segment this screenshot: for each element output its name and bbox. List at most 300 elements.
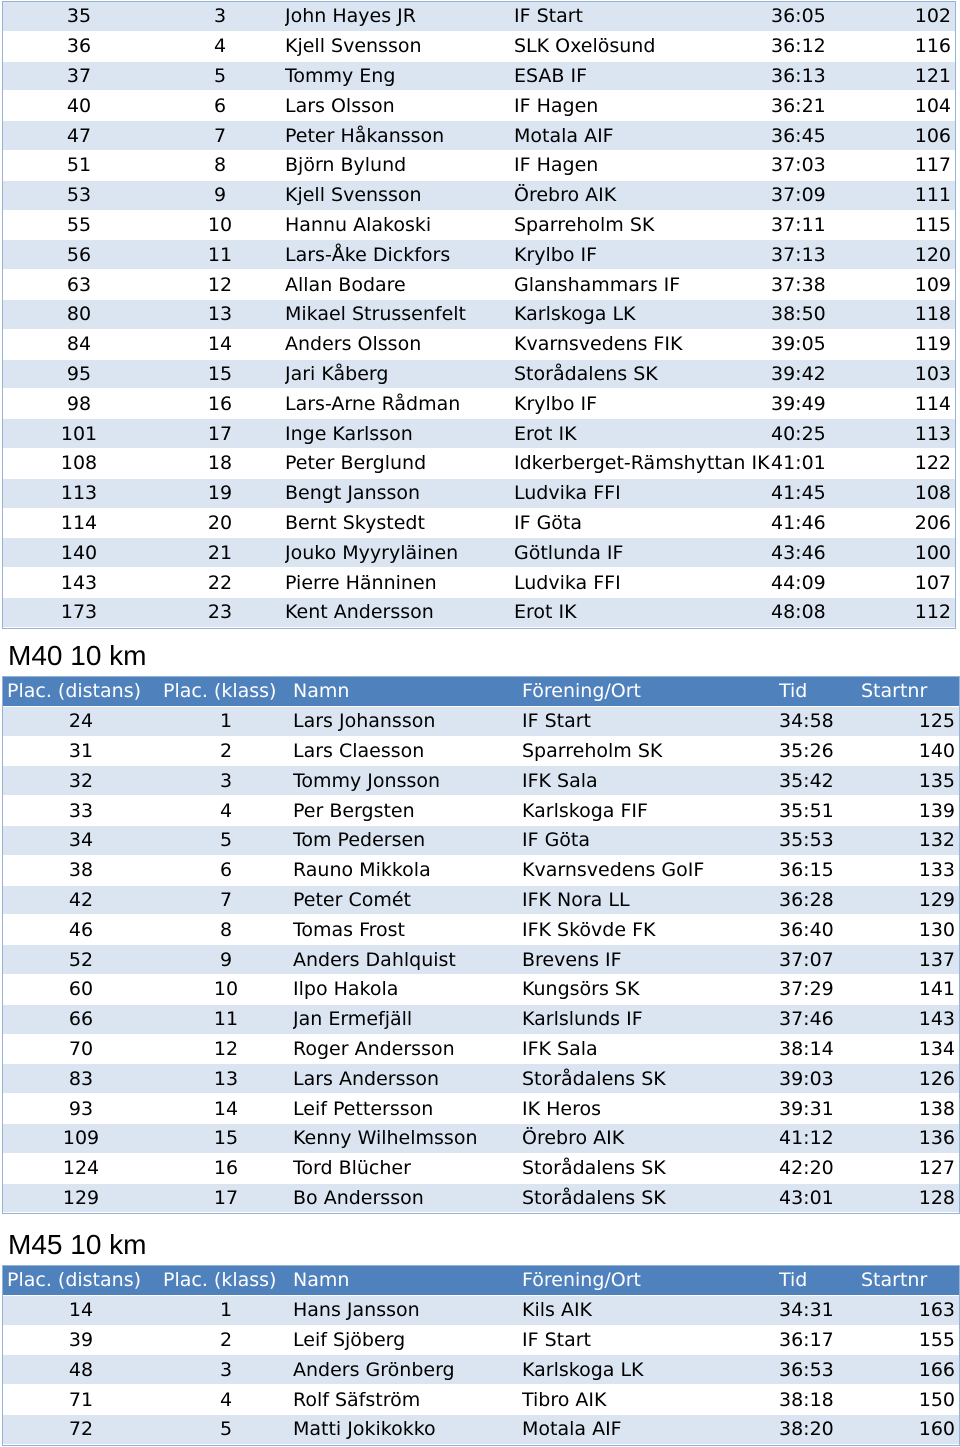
cell-plac-distans: 95 — [3, 359, 155, 389]
cell-startnr: 136 — [861, 1123, 959, 1153]
cell-plac-distans: 114 — [3, 508, 155, 538]
table-row — [3, 538, 955, 568]
cell-plac-klass: 4 — [155, 31, 285, 61]
cell-forening: Glanshammars IF — [514, 270, 771, 300]
table-row — [3, 1064, 959, 1094]
table-row — [3, 1295, 959, 1325]
cell-startnr: 122 — [853, 448, 955, 478]
header-plac-klass: Plac. (klass) — [159, 677, 293, 706]
cell-plac-distans: 80 — [3, 299, 155, 329]
cell-forening: Tibro AIK — [522, 1385, 779, 1415]
cell-startnr: 115 — [853, 210, 955, 240]
header-forening: Förening/Ort — [522, 1266, 779, 1295]
header-plac-distans: Plac. (distans) — [3, 1266, 159, 1295]
cell-namn: Bengt Jansson — [285, 478, 514, 508]
cell-tid: 37:13 — [771, 240, 853, 270]
cell-plac-klass: 14 — [155, 329, 285, 359]
cell-tid: 36:21 — [771, 91, 853, 121]
cell-startnr: 206 — [853, 508, 955, 538]
cell-tid: 39:31 — [779, 1094, 861, 1124]
cell-namn: Ilpo Hakola — [293, 974, 522, 1004]
cell-forening: ESAB IF — [514, 61, 771, 91]
cell-tid: 35:42 — [779, 766, 861, 796]
table-row — [3, 766, 959, 796]
cell-startnr: 113 — [853, 419, 955, 449]
cell-tid: 42:20 — [779, 1153, 861, 1183]
cell-startnr: 102 — [853, 2, 955, 31]
cell-plac-klass: 1 — [159, 706, 293, 736]
cell-plac-klass: 22 — [155, 568, 285, 598]
table-row — [3, 240, 955, 270]
cell-forening: Sparreholm SK — [514, 210, 771, 240]
cell-plac-distans: 31 — [3, 736, 159, 766]
cell-forening: IF Göta — [522, 825, 779, 855]
cell-startnr: 155 — [861, 1325, 959, 1355]
cell-startnr: 127 — [861, 1153, 959, 1183]
cell-forening: Sparreholm SK — [522, 736, 779, 766]
cell-startnr: 119 — [853, 329, 955, 359]
cell-startnr: 107 — [853, 568, 955, 598]
cell-plac-distans: 36 — [3, 31, 155, 61]
cell-namn: Bernt Skystedt — [285, 508, 514, 538]
cell-plac-distans: 55 — [3, 210, 155, 240]
cell-startnr: 140 — [861, 736, 959, 766]
cell-tid: 38:14 — [779, 1034, 861, 1064]
table-header — [3, 677, 959, 706]
cell-plac-distans: 47 — [3, 121, 155, 151]
cell-plac-distans: 129 — [3, 1183, 159, 1213]
cell-tid: 36:28 — [779, 885, 861, 915]
cell-forening: IF Start — [522, 1325, 779, 1355]
cell-tid: 35:53 — [779, 825, 861, 855]
cell-forening: IF Göta — [514, 508, 771, 538]
table-row — [3, 597, 955, 627]
cell-plac-klass: 6 — [159, 855, 293, 885]
table-row — [3, 1004, 959, 1034]
cell-forening: Kvarnsvedens FIK — [514, 329, 771, 359]
cell-namn: Kjell Svensson — [285, 31, 514, 61]
table-row — [3, 299, 955, 329]
table-row — [3, 945, 959, 975]
cell-namn: Lars Olsson — [285, 91, 514, 121]
cell-namn: Lars-Arne Rådman — [285, 389, 514, 419]
table-row — [3, 1153, 959, 1183]
cell-startnr: 118 — [853, 299, 955, 329]
table-row — [3, 1355, 959, 1385]
table-row — [3, 478, 955, 508]
cell-plac-klass: 2 — [159, 1325, 293, 1355]
cell-forening: IF Hagen — [514, 150, 771, 180]
header-tid: Tid — [779, 1266, 861, 1295]
cell-tid: 36:53 — [779, 1355, 861, 1385]
table-row — [3, 91, 955, 121]
cell-plac-klass: 17 — [159, 1183, 293, 1213]
table-row — [3, 180, 955, 210]
cell-forening: IFK Sala — [522, 766, 779, 796]
cell-namn: Roger Andersson — [293, 1034, 522, 1064]
cell-startnr: 135 — [861, 766, 959, 796]
cell-startnr: 108 — [853, 478, 955, 508]
cell-forening: Storådalens SK — [522, 1064, 779, 1094]
table-row — [3, 270, 955, 300]
header-forening: Förening/Ort — [522, 677, 779, 706]
cell-namn: Anders Grönberg — [293, 1355, 522, 1385]
cell-startnr: 121 — [853, 61, 955, 91]
cell-plac-klass: 10 — [159, 974, 293, 1004]
table-row — [3, 974, 959, 1004]
table-row — [3, 389, 955, 419]
table-row — [3, 2, 955, 31]
cell-plac-distans: 113 — [3, 478, 155, 508]
cell-startnr: 117 — [853, 150, 955, 180]
cell-namn: Kent Andersson — [285, 597, 514, 627]
section-title-m45: M45 10 km — [8, 1229, 147, 1260]
cell-startnr: 129 — [861, 885, 959, 915]
cell-tid: 37:03 — [771, 150, 853, 180]
header-startnr: Startnr — [861, 677, 959, 706]
cell-tid: 34:58 — [779, 706, 861, 736]
cell-forening: Storådalens SK — [522, 1183, 779, 1213]
cell-forening: Örebro AIK — [514, 180, 771, 210]
cell-plac-distans: 39 — [3, 1325, 159, 1355]
cell-plac-klass: 19 — [155, 478, 285, 508]
cell-tid: 41:45 — [771, 478, 853, 508]
cell-plac-distans: 70 — [3, 1034, 159, 1064]
cell-plac-distans: 72 — [3, 1414, 159, 1444]
cell-plac-distans: 34 — [3, 825, 159, 855]
cell-plac-distans: 32 — [3, 766, 159, 796]
cell-tid: 34:31 — [779, 1295, 861, 1325]
cell-tid: 37:07 — [779, 945, 861, 975]
cell-namn: Mikael Strussenfelt — [285, 299, 514, 329]
cell-plac-klass: 15 — [155, 359, 285, 389]
header-tid: Tid — [779, 677, 861, 706]
cell-forening: Karlslunds IF — [522, 1004, 779, 1034]
cell-tid: 43:01 — [779, 1183, 861, 1213]
cell-tid: 37:46 — [779, 1004, 861, 1034]
cell-plac-distans: 173 — [3, 597, 155, 627]
results-table-body — [3, 2, 955, 627]
cell-plac-distans: 40 — [3, 91, 155, 121]
table-row — [3, 568, 955, 598]
cell-plac-distans: 84 — [3, 329, 155, 359]
cell-plac-klass: 14 — [159, 1094, 293, 1124]
cell-forening: Motala AIF — [514, 121, 771, 151]
table-row — [3, 736, 959, 766]
cell-plac-distans: 93 — [3, 1094, 159, 1124]
cell-plac-distans: 143 — [3, 568, 155, 598]
cell-startnr: 109 — [853, 270, 955, 300]
cell-plac-klass: 20 — [155, 508, 285, 538]
cell-plac-distans: 109 — [3, 1123, 159, 1153]
cell-plac-distans: 33 — [3, 796, 159, 826]
section-title-m40: M40 10 km — [8, 640, 147, 671]
cell-plac-klass: 16 — [159, 1153, 293, 1183]
cell-plac-klass: 11 — [159, 1004, 293, 1034]
table-row — [3, 329, 955, 359]
cell-tid: 38:18 — [779, 1385, 861, 1415]
cell-forening: Brevens IF — [522, 945, 779, 975]
cell-plac-klass: 9 — [155, 180, 285, 210]
cell-namn: Tommy Eng — [285, 61, 514, 91]
cell-plac-distans: 60 — [3, 974, 159, 1004]
table-row — [3, 1414, 959, 1444]
cell-namn: Matti Jokikokko — [293, 1414, 522, 1444]
cell-forening: IF Start — [522, 706, 779, 736]
header-plac-klass: Plac. (klass) — [159, 1266, 293, 1295]
cell-forening: Kungsörs SK — [522, 974, 779, 1004]
results-table-m45 — [3, 1266, 959, 1445]
cell-startnr: 130 — [861, 915, 959, 945]
cell-plac-distans: 83 — [3, 1064, 159, 1094]
cell-plac-klass: 3 — [159, 766, 293, 796]
cell-startnr: 125 — [861, 706, 959, 736]
cell-tid: 43:46 — [771, 538, 853, 568]
cell-plac-klass: 13 — [155, 299, 285, 329]
cell-forening: Ludvika FFI — [514, 478, 771, 508]
cell-startnr: 133 — [861, 855, 959, 885]
cell-namn: Hannu Alakoski — [285, 210, 514, 240]
cell-namn: Lars-Åke Dickfors — [285, 240, 514, 270]
results-table-body — [3, 1295, 959, 1444]
cell-forening: Motala AIF — [522, 1414, 779, 1444]
cell-forening: Karlskoga FIF — [522, 796, 779, 826]
cell-startnr: 163 — [861, 1295, 959, 1325]
cell-tid: 39:49 — [771, 389, 853, 419]
cell-plac-klass: 10 — [155, 210, 285, 240]
table-row — [3, 825, 959, 855]
cell-namn: John Hayes JR — [285, 2, 514, 31]
cell-plac-distans: 24 — [3, 706, 159, 736]
cell-forening: Götlunda IF — [514, 538, 771, 568]
cell-namn: Leif Pettersson — [293, 1094, 522, 1124]
cell-namn: Tom Pedersen — [293, 825, 522, 855]
cell-plac-klass: 3 — [159, 1355, 293, 1385]
table-row — [3, 1183, 959, 1213]
cell-forening: Örebro AIK — [522, 1123, 779, 1153]
cell-startnr: 150 — [861, 1385, 959, 1415]
cell-tid: 37:38 — [771, 270, 853, 300]
table-row — [3, 359, 955, 389]
cell-plac-klass: 21 — [155, 538, 285, 568]
cell-plac-klass: 12 — [155, 270, 285, 300]
cell-tid: 41:01 — [771, 448, 853, 478]
cell-startnr: 114 — [853, 389, 955, 419]
cell-forening: SLK Oxelösund — [514, 31, 771, 61]
cell-plac-klass: 18 — [155, 448, 285, 478]
header-namn: Namn — [293, 1266, 522, 1295]
cell-namn: Anders Dahlquist — [293, 945, 522, 975]
table-row — [3, 61, 955, 91]
cell-forening: Storådalens SK — [514, 359, 771, 389]
cell-plac-klass: 2 — [159, 736, 293, 766]
cell-forening: Krylbo IF — [514, 240, 771, 270]
cell-tid: 44:09 — [771, 568, 853, 598]
cell-tid: 36:12 — [771, 31, 853, 61]
cell-startnr: 132 — [861, 825, 959, 855]
cell-namn: Per Bergsten — [293, 796, 522, 826]
table-row — [3, 1094, 959, 1124]
results-table-body — [3, 706, 959, 1213]
cell-plac-klass: 12 — [159, 1034, 293, 1064]
table-row — [3, 855, 959, 885]
cell-forening: Karlskoga LK — [514, 299, 771, 329]
cell-forening: Karlskoga LK — [522, 1355, 779, 1385]
cell-plac-distans: 14 — [3, 1295, 159, 1325]
cell-plac-distans: 98 — [3, 389, 155, 419]
cell-plac-klass: 7 — [159, 885, 293, 915]
cell-tid: 37:09 — [771, 180, 853, 210]
cell-tid: 41:12 — [779, 1123, 861, 1153]
cell-plac-distans: 53 — [3, 180, 155, 210]
table-row — [3, 885, 959, 915]
cell-plac-klass: 13 — [159, 1064, 293, 1094]
cell-namn: Inge Karlsson — [285, 419, 514, 449]
cell-startnr: 126 — [861, 1064, 959, 1094]
table-row — [3, 796, 959, 826]
cell-tid: 36:13 — [771, 61, 853, 91]
cell-plac-distans: 101 — [3, 419, 155, 449]
cell-plac-klass: 15 — [159, 1123, 293, 1153]
cell-namn: Bo Andersson — [293, 1183, 522, 1213]
cell-startnr: 111 — [853, 180, 955, 210]
cell-tid: 39:03 — [779, 1064, 861, 1094]
cell-startnr: 116 — [853, 31, 955, 61]
cell-plac-klass: 8 — [155, 150, 285, 180]
cell-plac-klass: 5 — [159, 825, 293, 855]
cell-plac-distans: 56 — [3, 240, 155, 270]
cell-namn: Peter Comét — [293, 885, 522, 915]
cell-namn: Hans Jansson — [293, 1295, 522, 1325]
cell-namn: Rolf Säfström — [293, 1385, 522, 1415]
cell-plac-klass: 3 — [155, 2, 285, 31]
header-namn: Namn — [293, 677, 522, 706]
cell-tid: 38:20 — [779, 1414, 861, 1444]
cell-startnr: 138 — [861, 1094, 959, 1124]
cell-forening: Erot IK — [514, 419, 771, 449]
cell-namn: Lars Claesson — [293, 736, 522, 766]
header-startnr: Startnr — [861, 1266, 959, 1295]
cell-forening: IF Start — [514, 2, 771, 31]
cell-namn: Jan Ermefjäll — [293, 1004, 522, 1034]
cell-namn: Tommy Jonsson — [293, 766, 522, 796]
cell-plac-distans: 108 — [3, 448, 155, 478]
cell-plac-klass: 4 — [159, 796, 293, 826]
cell-tid: 38:50 — [771, 299, 853, 329]
cell-forening: Erot IK — [514, 597, 771, 627]
table-row — [3, 448, 955, 478]
cell-tid: 36:05 — [771, 2, 853, 31]
cell-plac-klass: 1 — [159, 1295, 293, 1325]
cell-tid: 39:05 — [771, 329, 853, 359]
cell-forening: IK Heros — [522, 1094, 779, 1124]
cell-startnr: 141 — [861, 974, 959, 1004]
cell-namn: Anders Olsson — [285, 329, 514, 359]
cell-plac-distans: 51 — [3, 150, 155, 180]
cell-plac-distans: 35 — [3, 2, 155, 31]
cell-startnr: 106 — [853, 121, 955, 151]
table-row — [3, 121, 955, 151]
cell-startnr: 128 — [861, 1183, 959, 1213]
table-row — [3, 1123, 959, 1153]
cell-namn: Tomas Frost — [293, 915, 522, 945]
cell-plac-distans: 63 — [3, 270, 155, 300]
cell-namn: Lars Andersson — [293, 1064, 522, 1094]
table-header — [3, 1266, 959, 1295]
cell-forening: Kils AIK — [522, 1295, 779, 1325]
cell-plac-klass: 4 — [159, 1385, 293, 1415]
cell-plac-distans: 38 — [3, 855, 159, 885]
cell-forening: IFK Nora LL — [522, 885, 779, 915]
cell-plac-distans: 46 — [3, 915, 159, 945]
table-row — [3, 210, 955, 240]
cell-namn: Tord Blücher — [293, 1153, 522, 1183]
results-table-m40 — [3, 677, 959, 1213]
cell-plac-klass: 17 — [155, 419, 285, 449]
cell-forening: Ludvika FFI — [514, 568, 771, 598]
cell-tid: 39:42 — [771, 359, 853, 389]
table-row — [3, 1325, 959, 1355]
header-plac-distans: Plac. (distans) — [3, 677, 159, 706]
cell-tid: 36:45 — [771, 121, 853, 151]
table-row — [3, 915, 959, 945]
cell-startnr: 120 — [853, 240, 955, 270]
cell-plac-klass: 8 — [159, 915, 293, 945]
cell-plac-klass: 6 — [155, 91, 285, 121]
cell-plac-distans: 140 — [3, 538, 155, 568]
cell-tid: 40:25 — [771, 419, 853, 449]
cell-forening: IFK Sala — [522, 1034, 779, 1064]
cell-startnr: 166 — [861, 1355, 959, 1385]
cell-namn: Jari Kåberg — [285, 359, 514, 389]
cell-startnr: 103 — [853, 359, 955, 389]
cell-plac-klass: 23 — [155, 597, 285, 627]
cell-forening: Storådalens SK — [522, 1153, 779, 1183]
cell-plac-klass: 11 — [155, 240, 285, 270]
cell-plac-klass: 16 — [155, 389, 285, 419]
cell-forening: IFK Skövde FK — [522, 915, 779, 945]
cell-forening: IF Hagen — [514, 91, 771, 121]
cell-startnr: 134 — [861, 1034, 959, 1064]
cell-tid: 35:26 — [779, 736, 861, 766]
cell-tid: 36:40 — [779, 915, 861, 945]
cell-forening: Idkerberget-Rämshyttan IK — [514, 448, 771, 478]
cell-startnr: 100 — [853, 538, 955, 568]
cell-tid: 48:08 — [771, 597, 853, 627]
cell-tid: 41:46 — [771, 508, 853, 538]
cell-plac-distans: 37 — [3, 61, 155, 91]
cell-plac-distans: 66 — [3, 1004, 159, 1034]
cell-plac-klass: 7 — [155, 121, 285, 151]
cell-namn: Leif Sjöberg — [293, 1325, 522, 1355]
table-row — [3, 508, 955, 538]
cell-namn: Pierre Hänninen — [285, 568, 514, 598]
cell-namn: Kenny Wilhelmsson — [293, 1123, 522, 1153]
cell-startnr: 104 — [853, 91, 955, 121]
cell-startnr: 112 — [853, 597, 955, 627]
cell-namn: Jouko Myyryläinen — [285, 538, 514, 568]
cell-namn: Lars Johansson — [293, 706, 522, 736]
cell-forening: Kvarnsvedens GoIF — [522, 855, 779, 885]
cell-namn: Rauno Mikkola — [293, 855, 522, 885]
cell-plac-klass: 9 — [159, 945, 293, 975]
cell-plac-distans: 42 — [3, 885, 159, 915]
cell-startnr: 139 — [861, 796, 959, 826]
cell-tid: 37:11 — [771, 210, 853, 240]
table-row — [3, 1385, 959, 1415]
cell-namn: Allan Bodare — [285, 270, 514, 300]
cell-plac-distans: 52 — [3, 945, 159, 975]
